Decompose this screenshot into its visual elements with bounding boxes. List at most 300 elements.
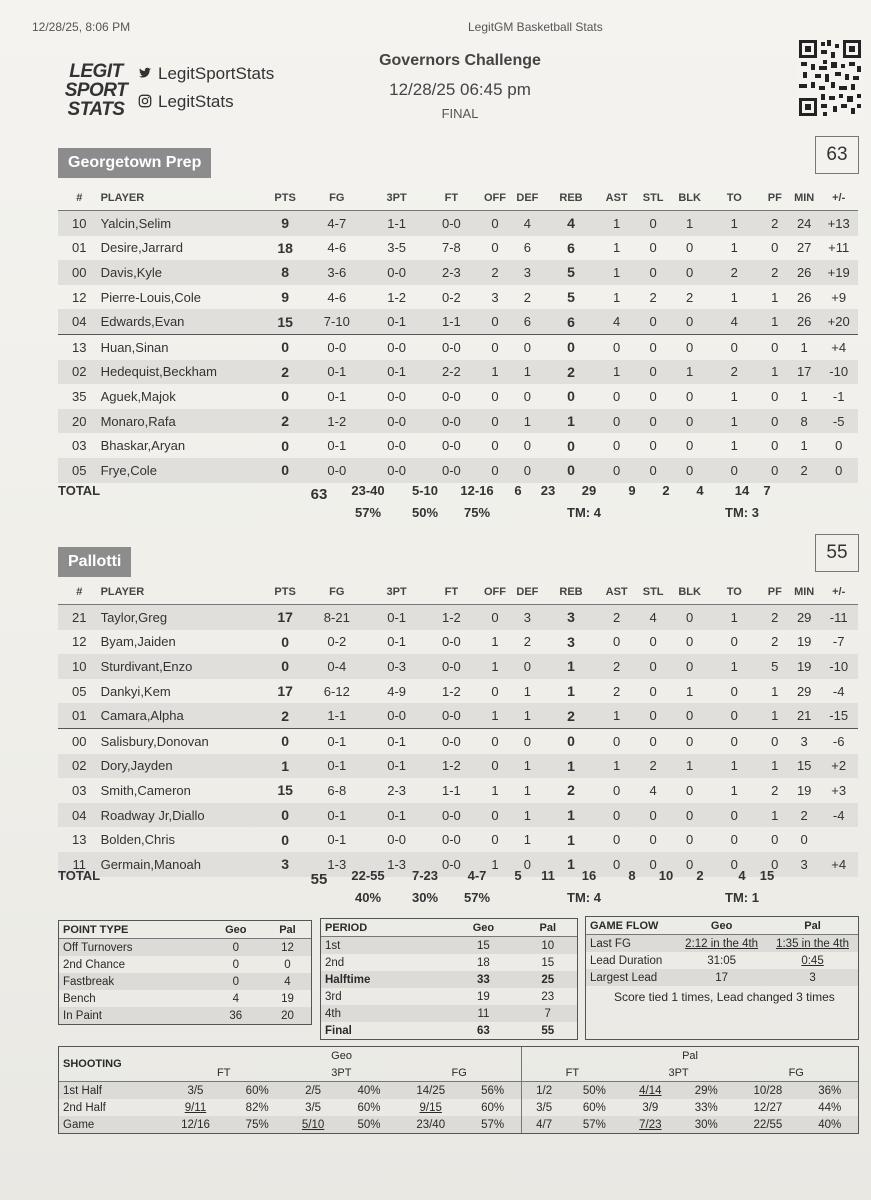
jersey-number: 13 — [72, 339, 87, 355]
steals: 0 — [649, 438, 657, 454]
fouls: 0 — [771, 438, 779, 454]
row-value: 60% — [229, 1082, 285, 1100]
minutes: 19 — [796, 782, 812, 798]
def-rebounds: 0 — [523, 388, 532, 404]
print-timestamp: 12/28/25, 8:06 PM — [32, 20, 131, 34]
plus-minus: +9 — [831, 289, 847, 305]
off-rebounds: 0 — [479, 605, 511, 630]
fouls: 2 — [771, 782, 779, 798]
assists: 1 — [613, 289, 621, 305]
def-rebounds: 6 — [511, 309, 543, 334]
rebounds: 1 — [567, 831, 575, 848]
plus-minus: -7 — [832, 634, 845, 650]
row-value: 60% — [464, 1099, 521, 1116]
assists: 0 — [598, 852, 635, 877]
minutes: 2 — [789, 803, 819, 828]
turnovers: 0 — [730, 832, 738, 848]
free-throws: 0-0 — [424, 211, 479, 236]
shooting-table: SHOOTING Geo Pal FT 3PT FG FT 3PT FG 1st Half 3/5 60% 2/5 40% 14/25 56% 1/2 50% 4/14 29% 10/28 36% 2nd Half 9/11 82% 3/5 60% 9/15 60% 3/5 60% 3/9 33% 12/27 44% Game 12/16 75% 5/10 50% 23/40 57% 4/7 57% 7/23 30% 22/55 40% — [58, 1046, 859, 1134]
minutes: 0 — [800, 832, 808, 848]
free-throws: 7-8 — [441, 240, 461, 256]
row-value: 60% — [582, 1101, 606, 1114]
totals-pallotti: TOTAL 55 22-55 7-23 4-7 5 11 16 8 10 2 4 15 40% 30% 57% TM: 4 TM: 1 — [58, 868, 775, 905]
fouls: 0 — [771, 733, 779, 749]
player-row — [58, 211, 858, 236]
row-value: 12/16 — [162, 1116, 229, 1133]
free-throws: 1-1 — [424, 309, 479, 334]
assists: 2 — [598, 654, 635, 679]
assists: 1 — [598, 211, 635, 236]
assists: 0 — [598, 409, 635, 434]
blocks: 1 — [671, 754, 708, 779]
field-goals: 1-3 — [304, 852, 369, 877]
def-rebounds: 1 — [511, 360, 543, 385]
three-pointers: 0-3 — [369, 654, 424, 679]
player-name: Dory,Jayden — [101, 754, 266, 779]
player-name: Monaro,Rafa — [101, 409, 266, 434]
player-row — [58, 360, 858, 385]
steals: 4 — [635, 605, 672, 630]
row-value: 17 — [676, 969, 767, 986]
row-value: 19 — [477, 990, 490, 1003]
fouls: 0 — [761, 458, 789, 483]
steals: 0 — [635, 409, 672, 434]
plus-minus: +11 — [828, 240, 850, 256]
three-pointers: 0-0 — [369, 260, 424, 285]
free-throws: 0-0 — [424, 409, 479, 434]
jersey-number: 13 — [72, 832, 87, 848]
three-pointers: 0-1 — [387, 634, 407, 650]
steals: 0 — [635, 852, 672, 877]
turnovers: 2 — [708, 260, 761, 285]
row-value: 60% — [357, 1101, 381, 1114]
row-label: Halftime — [321, 971, 448, 988]
row-value: 30% — [678, 1116, 734, 1133]
row-label: Last FG — [586, 935, 676, 953]
turnovers: 1 — [708, 605, 761, 630]
blocks: 0 — [686, 634, 694, 650]
point-type-row — [59, 1007, 311, 1024]
row-value: 55 — [541, 1024, 555, 1037]
assists: 0 — [613, 339, 621, 355]
steals: 0 — [649, 339, 657, 355]
points: 8 — [266, 260, 305, 285]
free-throws: 0-0 — [441, 832, 461, 848]
points: 0 — [281, 388, 289, 405]
three-pointers: 0-0 — [369, 458, 424, 483]
player-name: Salisbury,Donovan — [100, 733, 209, 749]
def-rebounds: 0 — [523, 339, 532, 355]
fouls: 2 — [761, 605, 789, 630]
fouls: 1 — [771, 289, 779, 305]
row-value: 29% — [678, 1082, 734, 1100]
player-name: Aguek,Majok — [100, 388, 176, 404]
field-goals: 0-1 — [304, 754, 369, 779]
row-label: In Paint — [59, 1007, 208, 1024]
field-goals: 0-1 — [304, 803, 369, 828]
rebounds: 1 — [544, 754, 599, 779]
row-value: 3/5 — [162, 1082, 229, 1100]
player-row — [58, 778, 858, 803]
assists: 1 — [598, 754, 635, 779]
row-value: 11 — [448, 1005, 518, 1022]
jersey-number: 10 — [58, 211, 101, 236]
blocks: 1 — [671, 360, 708, 385]
minutes: 29 — [796, 683, 812, 699]
field-goals: 0-1 — [327, 388, 347, 404]
row-value: 18 — [477, 956, 490, 969]
free-throws: 0-0 — [441, 733, 461, 749]
three-pointers: 0-1 — [369, 605, 424, 630]
off-rebounds: 0 — [479, 409, 511, 434]
rebounds: 6 — [567, 239, 575, 256]
shooting-row — [59, 1082, 858, 1100]
period-table: PERIOD Geo Pal 1st 15 10 2nd 18 15 Halftime 33 25 3rd 19 23 4th 11 7 Final 63 55 — [320, 918, 578, 1040]
blocks: 0 — [686, 832, 694, 848]
free-throws: 1-2 — [424, 605, 479, 630]
steals: 0 — [649, 832, 657, 848]
field-goals: 0-0 — [327, 339, 347, 355]
minutes: 15 — [789, 754, 819, 779]
three-pointers: 0-1 — [369, 309, 424, 334]
row-value: 57% — [464, 1116, 521, 1133]
def-rebounds: 6 — [523, 240, 532, 256]
player-row — [58, 827, 858, 852]
jersey-number: 03 — [72, 782, 87, 798]
row-value: 4 — [232, 992, 239, 1005]
rebounds: 0 — [567, 733, 575, 750]
player-name: Yalcin,Selim — [101, 211, 266, 236]
three-pointers: 0-0 — [387, 832, 407, 848]
point-type-row — [59, 990, 311, 1007]
plus-minus — [819, 827, 858, 852]
row-value: 12/27 — [753, 1101, 783, 1114]
plus-minus: 0 — [819, 458, 858, 483]
points: 0 — [281, 733, 289, 750]
period-row — [321, 1005, 577, 1022]
minutes: 26 — [796, 289, 812, 305]
player-row — [58, 384, 858, 409]
game-flow-row — [586, 969, 858, 986]
fouls: 5 — [761, 654, 789, 679]
blocks: 1 — [686, 683, 694, 699]
team-score-pallotti: 55 — [815, 534, 859, 572]
minutes: 27 — [796, 240, 812, 256]
player-name: Byam,Jaiden — [100, 634, 176, 650]
field-goals: 4-6 — [327, 289, 347, 305]
turnovers: 0 — [708, 703, 761, 728]
fouls: 0 — [761, 852, 789, 877]
player-name: Desire,Jarrard — [100, 240, 183, 256]
off-rebounds: 1 — [479, 703, 511, 728]
row-value: 63 — [477, 1024, 490, 1037]
player-row — [58, 803, 858, 828]
minutes: 3 — [789, 852, 819, 877]
field-goals: 0-1 — [327, 832, 347, 848]
def-rebounds: 1 — [523, 782, 532, 798]
off-rebounds: 0 — [479, 803, 511, 828]
off-rebounds: 0 — [491, 339, 499, 355]
jersey-number: 35 — [72, 388, 87, 404]
turnovers: 1 — [730, 240, 738, 256]
three-pointers: 0-0 — [387, 339, 407, 355]
row-value: 15 — [541, 956, 555, 969]
player-name: Roadway Jr,Diallo — [101, 803, 266, 828]
turnovers: 1 — [730, 388, 738, 404]
row-value: 0 — [208, 973, 264, 990]
row-label: Bench — [63, 992, 96, 1005]
plus-minus: -5 — [819, 409, 858, 434]
plus-minus: -1 — [832, 388, 845, 404]
steals: 0 — [635, 654, 672, 679]
minutes: 26 — [789, 309, 819, 334]
off-rebounds: 0 — [479, 309, 511, 334]
field-goals: 7-10 — [304, 309, 369, 334]
player-name: Pierre-Louis,Cole — [100, 289, 202, 305]
player-row — [58, 630, 858, 655]
row-value: 0 — [232, 958, 239, 971]
free-throws: 0-0 — [424, 852, 479, 877]
steals: 4 — [649, 782, 657, 798]
row-value: 50% — [566, 1082, 622, 1100]
turnovers: 1 — [708, 409, 761, 434]
steals: 0 — [649, 388, 657, 404]
row-value: 57% — [566, 1116, 622, 1133]
field-goals: 0-1 — [327, 438, 347, 454]
off-rebounds: 0 — [491, 832, 499, 848]
fouls: 0 — [761, 409, 789, 434]
def-rebounds: 1 — [511, 803, 543, 828]
document-title: LegitGM Basketball Stats — [468, 20, 603, 34]
jersey-number: 12 — [72, 634, 87, 650]
game-flow-note: Score tied 1 times, Lead changed 3 times — [614, 990, 835, 1004]
def-rebounds: 1 — [511, 703, 543, 728]
off-rebounds: 3 — [491, 289, 499, 305]
fouls: 1 — [761, 803, 789, 828]
three-pointers: 0-0 — [387, 438, 407, 454]
row-value: 1:35 in the 4th — [767, 935, 858, 953]
off-rebounds: 0 — [479, 211, 511, 236]
row-label: Off Turnovers — [59, 939, 208, 957]
turnovers: 0 — [730, 339, 738, 355]
off-rebounds: 0 — [479, 458, 511, 483]
assists: 1 — [598, 360, 635, 385]
turnovers: 1 — [730, 782, 738, 798]
row-label: Lead Duration — [590, 954, 663, 967]
row-value: 50% — [341, 1116, 397, 1133]
point-type-row — [59, 956, 311, 973]
minutes: 21 — [789, 703, 819, 728]
points: 17 — [277, 683, 293, 700]
free-throws: 0-0 — [424, 458, 479, 483]
team-score-georgetown: 63 — [815, 136, 859, 174]
steals: 0 — [649, 634, 657, 650]
jersey-number: 11 — [58, 852, 101, 877]
row-value: 33 — [448, 971, 518, 988]
box-score-georgetown — [58, 186, 858, 483]
assists: 4 — [598, 309, 635, 334]
def-rebounds: 3 — [511, 605, 543, 630]
row-label: Final — [325, 1024, 352, 1037]
free-throws: 0-0 — [441, 438, 461, 454]
game-flow-table: GAME FLOW Geo Pal Last FG 2:12 in the 4th 1:35 in the 4th Lead Duration 31:05 0:45 Largest Lead 17 3 Score tied 1 times, Lead changed 3 times — [585, 916, 859, 1040]
game-flow-row — [586, 952, 858, 969]
rebounds: 2 — [567, 782, 575, 799]
rebounds: 5 — [544, 260, 599, 285]
assists: 0 — [598, 458, 635, 483]
game-flow-row — [586, 935, 858, 953]
turnovers: 0 — [708, 458, 761, 483]
row-value: 10/28 — [734, 1082, 801, 1100]
player-row — [58, 433, 858, 458]
instagram-handle: LegitStats — [138, 92, 234, 112]
turnovers: 0 — [730, 634, 738, 650]
player-name: Dankyi,Kem — [100, 683, 171, 699]
jersey-number: 00 — [58, 260, 101, 285]
steals: 0 — [635, 260, 672, 285]
jersey-number: 04 — [58, 309, 101, 334]
field-goals: 0-1 — [304, 360, 369, 385]
points: 0 — [281, 437, 289, 454]
plus-minus: +3 — [831, 782, 847, 798]
row-value: 0 — [284, 958, 291, 971]
blocks: 0 — [686, 240, 694, 256]
def-rebounds: 1 — [511, 754, 543, 779]
blocks: 0 — [686, 388, 694, 404]
plus-minus: -4 — [819, 803, 858, 828]
rebounds: 3 — [567, 633, 575, 650]
jersey-number: 01 — [72, 240, 87, 256]
plus-minus: +2 — [819, 754, 858, 779]
box-header-row: # PLAYER PTS FG 3PT FT OFF DEF REB AST STL BLK TO PF MIN +/- — [58, 580, 858, 605]
row-value: 36% — [801, 1082, 858, 1100]
row-value: 5/10 — [285, 1116, 340, 1133]
box-score-pallotti — [58, 580, 858, 877]
steals: 0 — [649, 240, 657, 256]
fouls: 2 — [761, 260, 789, 285]
minutes: 8 — [789, 409, 819, 434]
player-name: Davis,Kyle — [101, 260, 266, 285]
blocks: 2 — [686, 289, 694, 305]
player-row — [58, 728, 858, 753]
point-type-table: POINT TYPE Geo Pal Off Turnovers 0 12 2nd Chance 0 0 Fastbreak 0 4 Bench 4 19 In Paint 36 20 — [58, 920, 312, 1025]
three-pointers: 0-1 — [369, 360, 424, 385]
minutes: 1 — [800, 339, 808, 355]
jersey-number: 05 — [58, 458, 101, 483]
fouls: 0 — [771, 832, 779, 848]
player-row — [58, 334, 858, 359]
free-throws: 0-0 — [424, 703, 479, 728]
three-pointers: 3-5 — [387, 240, 407, 256]
def-rebounds: 0 — [511, 654, 543, 679]
rebounds: 1 — [544, 654, 599, 679]
row-value: 56% — [464, 1082, 521, 1100]
blocks: 0 — [671, 409, 708, 434]
row-value: 25 — [519, 971, 578, 988]
player-row — [58, 260, 858, 285]
period-row — [321, 988, 577, 1005]
points: 0 — [281, 633, 289, 650]
blocks: 1 — [671, 211, 708, 236]
row-value: 4/7 — [522, 1116, 567, 1133]
field-goals: 0-2 — [327, 634, 347, 650]
row-label: 4th — [321, 1005, 448, 1022]
turnovers: 1 — [730, 289, 738, 305]
legit-sport-stats-logo: LEGIT SPORT STATS — [64, 61, 128, 120]
shooting-row — [59, 1099, 858, 1116]
def-rebounds: 0 — [523, 438, 532, 454]
steals: 0 — [635, 803, 672, 828]
player-row — [58, 285, 858, 310]
steals: 0 — [635, 211, 672, 236]
fouls: 1 — [761, 703, 789, 728]
minutes: 1 — [800, 388, 808, 404]
rebounds: 1 — [567, 683, 575, 700]
fouls: 1 — [761, 754, 789, 779]
plus-minus: 0 — [835, 438, 843, 454]
steals: 0 — [635, 458, 672, 483]
def-rebounds: 3 — [511, 260, 543, 285]
row-value: 22/55 — [734, 1116, 801, 1133]
fouls: 2 — [771, 634, 779, 650]
game-datetime: 12/28/25 06:45 pm — [389, 80, 531, 99]
rebounds: 2 — [544, 360, 599, 385]
row-value: 23 — [541, 990, 555, 1003]
row-label: 2nd — [325, 956, 345, 969]
off-rebounds: 0 — [491, 240, 499, 256]
row-value: 75% — [229, 1116, 285, 1133]
row-label: 2nd Half — [63, 1101, 106, 1114]
plus-minus: +13 — [819, 211, 858, 236]
minutes: 3 — [800, 733, 808, 749]
blocks: 0 — [671, 309, 708, 334]
twitter-icon — [138, 66, 152, 80]
free-throws: 1-2 — [441, 683, 461, 699]
points: 2 — [266, 409, 305, 434]
three-pointers: 0-1 — [369, 803, 424, 828]
player-name: Camara,Alpha — [101, 703, 266, 728]
player-name: Bolden,Chris — [100, 832, 176, 848]
off-rebounds: 0 — [479, 754, 511, 779]
twitter-handle: LegitSportStats — [138, 64, 274, 84]
plus-minus: -15 — [819, 703, 858, 728]
row-label: 2nd Chance — [63, 958, 126, 971]
three-pointers: 1-3 — [369, 852, 424, 877]
three-pointers: 2-3 — [387, 782, 407, 798]
player-row — [58, 458, 858, 483]
minutes: 2 — [789, 458, 819, 483]
points: 9 — [281, 289, 289, 306]
def-rebounds: 1 — [523, 832, 532, 848]
fouls: 1 — [771, 683, 779, 699]
row-value: 9/11 — [184, 1101, 207, 1114]
assists: 0 — [613, 438, 621, 454]
rebounds: 0 — [567, 388, 575, 405]
steals: 0 — [635, 703, 672, 728]
rebounds: 2 — [544, 703, 599, 728]
player-name: Edwards,Evan — [101, 309, 266, 334]
steals: 0 — [649, 683, 657, 699]
fouls: 1 — [761, 360, 789, 385]
row-value: 3/5 — [305, 1101, 322, 1114]
off-rebounds: 1 — [491, 782, 499, 798]
off-rebounds: 0 — [491, 388, 499, 404]
row-value: 36 — [208, 1007, 264, 1024]
player-row — [58, 654, 858, 679]
row-label: 1st — [321, 937, 448, 955]
free-throws: 0-0 — [441, 388, 461, 404]
plus-minus: +20 — [819, 309, 858, 334]
